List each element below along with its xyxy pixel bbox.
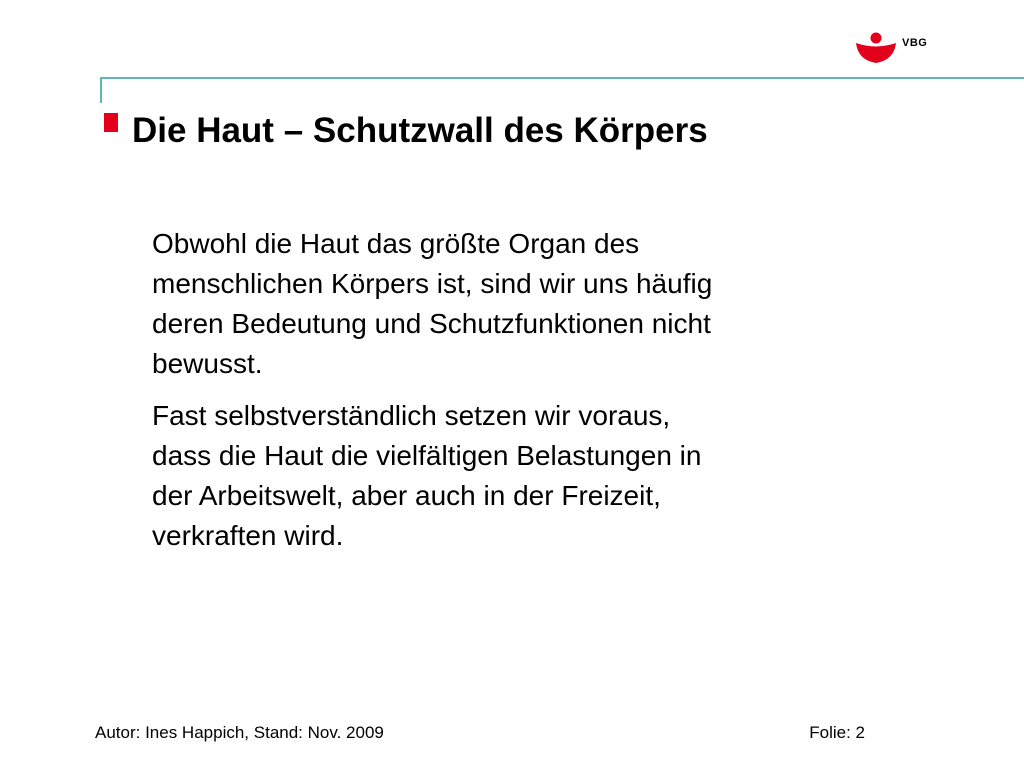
footer-page-number: Folie: 2 — [809, 723, 865, 742]
vbg-logo-icon — [852, 30, 900, 70]
body-paragraph: Fast selbstverständlich setzen wir voraus, dass die Haut die vielfältigen Belastungen in der Arbeitswelt, aber auch in der Freizeit, verkraften wird. — [152, 400, 702, 551]
slide-body — [152, 224, 872, 556]
title-bullet-icon — [104, 113, 118, 132]
body-paragraph: Obwohl die Haut das größte Organ des menschlichen Körpers ist, sind wir uns häufig deren Bedeutung und Schutzfunktionen nicht bewusst. — [152, 228, 713, 379]
logo-text: VBG — [902, 37, 928, 49]
vbg-logo — [852, 30, 942, 70]
header-rule-corner — [100, 77, 102, 103]
footer-author: Autor: Ines Happich, Stand: Nov. 2009 — [95, 723, 384, 742]
header-rule — [100, 77, 1024, 79]
slide-title: Die Haut – Schutzwall des Körpers — [132, 111, 708, 150]
